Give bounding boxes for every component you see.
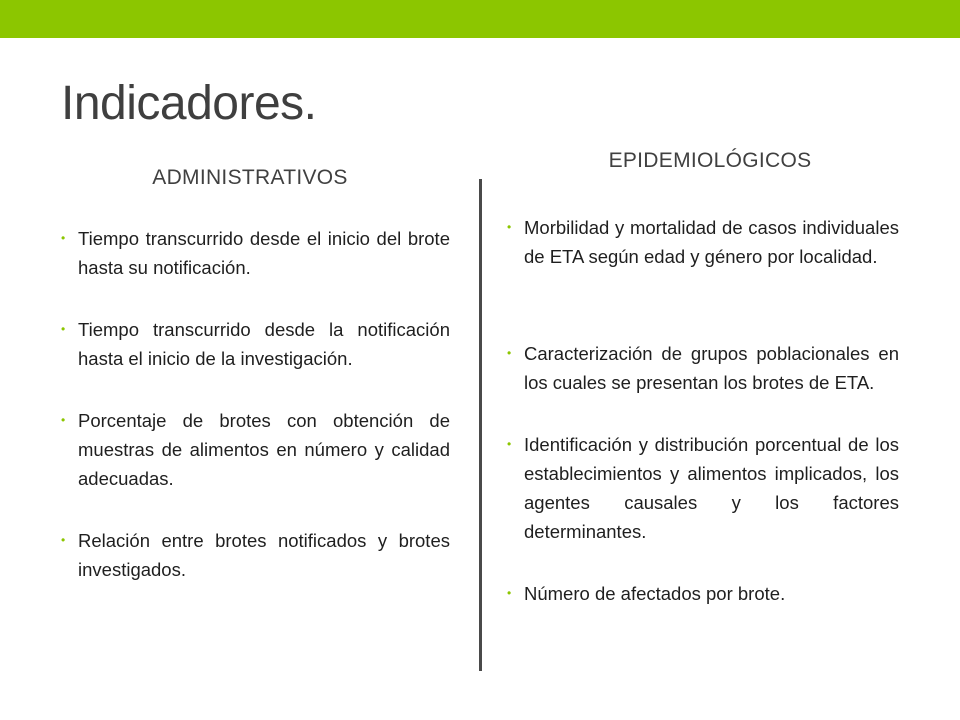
list-item <box>506 213 899 271</box>
list-item-text: Identificación y distribución porcentual de los establecimientos y alimentos implicados, los agentes causales y los factores determinantes. <box>524 434 899 542</box>
list-item <box>60 315 450 373</box>
list-item <box>60 224 450 282</box>
bullet-dot-icon: • <box>61 413 66 427</box>
list-item-text: Caracterización de grupos poblacionales en los cuales se presentan los brotes de ETA. <box>524 343 899 393</box>
bullet-dot-icon: • <box>61 231 66 245</box>
list-item <box>506 579 899 608</box>
list-item <box>506 430 899 546</box>
list-item-text: Número de afectados por brote. <box>524 583 786 604</box>
epidemiologicos-heading: EPIDEMIOLÓGICOS <box>608 149 812 172</box>
bullet-dot-icon: • <box>507 586 512 600</box>
administrativos-heading: ADMINISTRATIVOS <box>152 166 348 189</box>
list-item-text: Morbilidad y mortalidad de casos individuales de ETA según edad y género por localidad. <box>524 217 899 267</box>
top-accent-bar <box>0 0 960 38</box>
administrativos-list <box>60 224 450 617</box>
epidemiologicos-list <box>506 213 899 641</box>
bullet-dot-icon: • <box>61 322 66 336</box>
bullet-dot-icon: • <box>61 533 66 547</box>
slide-title: Indicadores. <box>61 77 317 130</box>
column-divider <box>479 179 482 671</box>
list-item-text: Tiempo transcurrido desde la notificación hasta el inicio de la investigación. <box>78 319 450 369</box>
bullet-dot-icon: • <box>507 346 512 360</box>
list-item-text: Porcentaje de brotes con obtención de muestras de alimentos en número y calidad adecuadas. <box>78 410 450 489</box>
bullet-dot-icon: • <box>507 437 512 451</box>
list-item <box>60 406 450 493</box>
list-item <box>60 526 450 584</box>
list-item-text: Tiempo transcurrido desde el inicio del brote hasta su notificación. <box>78 228 450 278</box>
bullet-dot-icon: • <box>507 220 512 234</box>
list-item <box>506 339 899 397</box>
list-item-text: Relación entre brotes notificados y brotes investigados. <box>78 530 450 580</box>
